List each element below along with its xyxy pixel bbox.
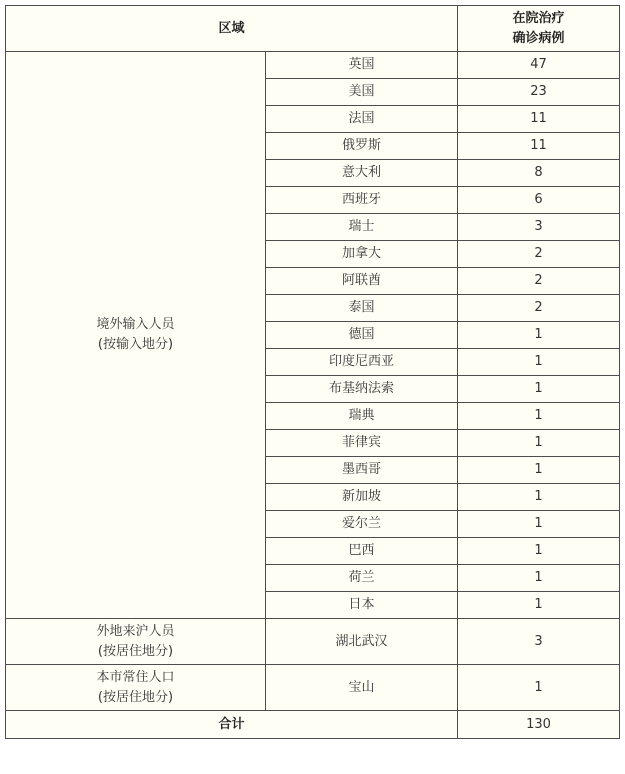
local-count: 1 [458,665,620,711]
domestic-place: 湖北武汉 [266,619,458,665]
count-cell: 1 [458,376,620,403]
place-cell: 瑞典 [266,403,458,430]
header-row [6,6,620,52]
count-cell: 47 [458,52,620,79]
place-cell: 意大利 [266,160,458,187]
place-cell: 英国 [266,52,458,79]
place-cell: 巴西 [266,538,458,565]
place-cell: 瑞士 [266,214,458,241]
count-cell: 11 [458,106,620,133]
other-groups-body [6,619,620,739]
count-cell: 3 [458,214,620,241]
count-cell: 23 [458,79,620,106]
count-cell: 1 [458,484,620,511]
count-cell: 6 [458,187,620,214]
group-domestic-label [6,619,266,665]
count-cell: 1 [458,511,620,538]
count-header [458,6,620,52]
cases-table-container [5,5,620,739]
total-label: 合计 [6,711,458,739]
count-cell: 1 [458,457,620,484]
place-cell: 爱尔兰 [266,511,458,538]
place-cell: 新加坡 [266,484,458,511]
group-local-label [6,665,266,711]
group-local-note: (按居住地分) [97,689,174,705]
place-cell: 阿联酋 [266,268,458,295]
domestic-row [6,619,620,665]
count-cell: 1 [458,565,620,592]
place-cell: 荷兰 [266,565,458,592]
place-cell: 美国 [266,79,458,106]
group-import-note: (按输入地分) [97,337,174,352]
place-cell: 布基纳法索 [266,376,458,403]
count-header-line2: 确诊病例 [512,30,565,46]
place-cell: 西班牙 [266,187,458,214]
count-cell: 8 [458,160,620,187]
place-cell: 印度尼西亚 [266,349,458,376]
place-cell: 墨西哥 [266,457,458,484]
domestic-count: 3 [458,619,620,665]
place-cell: 菲律宾 [266,430,458,457]
total-row [6,711,620,739]
group-domestic-note: (按居住地分) [97,643,174,659]
region-header: 区域 [6,6,458,52]
group-import-label [6,52,266,619]
count-cell: 1 [458,403,620,430]
count-cell: 1 [458,430,620,457]
place-cell: 日本 [266,592,458,619]
group-import-name: 境外输入人员 [96,317,175,332]
cases-table-body [6,6,620,619]
place-cell: 法国 [266,106,458,133]
place-cell: 德国 [266,322,458,349]
cases-table [5,5,620,739]
count-cell: 1 [458,592,620,619]
count-cell: 11 [458,133,620,160]
count-cell: 2 [458,295,620,322]
group-domestic-name: 外地来沪人员 [96,623,175,639]
place-cell: 加拿大 [266,241,458,268]
local-row [6,665,620,711]
count-cell: 1 [458,322,620,349]
count-header-line1: 在院治疗 [512,10,565,26]
count-cell: 2 [458,268,620,295]
count-cell: 1 [458,349,620,376]
table-row [6,52,620,79]
count-cell: 1 [458,538,620,565]
count-cell: 2 [458,241,620,268]
total-count: 130 [458,711,620,739]
group-local-name: 本市常住人口 [96,669,175,685]
place-cell: 泰国 [266,295,458,322]
place-cell: 俄罗斯 [266,133,458,160]
local-place: 宝山 [266,665,458,711]
